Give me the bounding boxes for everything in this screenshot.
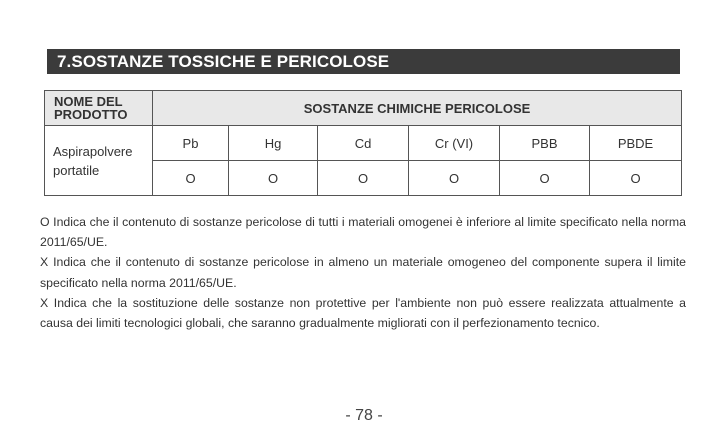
substance-cd: Cd bbox=[318, 126, 409, 161]
note-x-replacement: X Indica che la sostituzione delle sostanze non protettive per l'ambiente non può essere realizzata attualmente a causa dei limiti tecnologici globali, che saranno gradualmente migliorati con il perfezionamento tecnico. bbox=[40, 295, 686, 331]
section-title: 7.SOSTANZE TOSSICHE E PERICOLOSE bbox=[47, 49, 680, 74]
value-pb: O bbox=[153, 161, 229, 196]
product-name-line1: Aspirapolvere bbox=[53, 143, 133, 159]
product-name-cell bbox=[45, 126, 153, 196]
substance-cr-vi: Cr (VI) bbox=[409, 126, 500, 161]
substance-pbb: PBB bbox=[500, 126, 590, 161]
value-pbde: O bbox=[590, 161, 682, 196]
table-header-row bbox=[45, 91, 682, 126]
substances-group-header: SOSTANZE CHIMICHE PERICOLOSE bbox=[153, 91, 682, 126]
value-cd: O bbox=[318, 161, 409, 196]
product-name-line2: portatile bbox=[53, 162, 100, 178]
product-name-header bbox=[45, 91, 153, 126]
page-number: - 78 - bbox=[345, 407, 383, 424]
product-header-line1: NOME DEL bbox=[54, 94, 123, 109]
substance-hg: Hg bbox=[229, 126, 318, 161]
value-pbb: O bbox=[500, 161, 590, 196]
value-hg: O bbox=[229, 161, 318, 196]
note-x-above-limit: X Indica che il contenuto di sostanze pericolose in almeno un materiale omogeneo del componente supera il limite specificato nella norma 2011/65/UE. bbox=[40, 255, 686, 290]
value-cr-vi: O bbox=[409, 161, 500, 196]
hazardous-substances-table bbox=[44, 90, 682, 196]
substance-pbde: PBDE bbox=[590, 126, 682, 161]
substance-pb: Pb bbox=[153, 126, 229, 161]
note-o-below-limit: O Indica che il contenuto di sostanze pericolose di tutti i materiali omogenei è inferiore al limite specificato nella norma 2011/65/UE. bbox=[40, 215, 686, 250]
substance-symbols-row bbox=[45, 126, 682, 161]
notes-block bbox=[40, 212, 686, 333]
product-header-line2: PRODOTTO bbox=[54, 107, 128, 122]
